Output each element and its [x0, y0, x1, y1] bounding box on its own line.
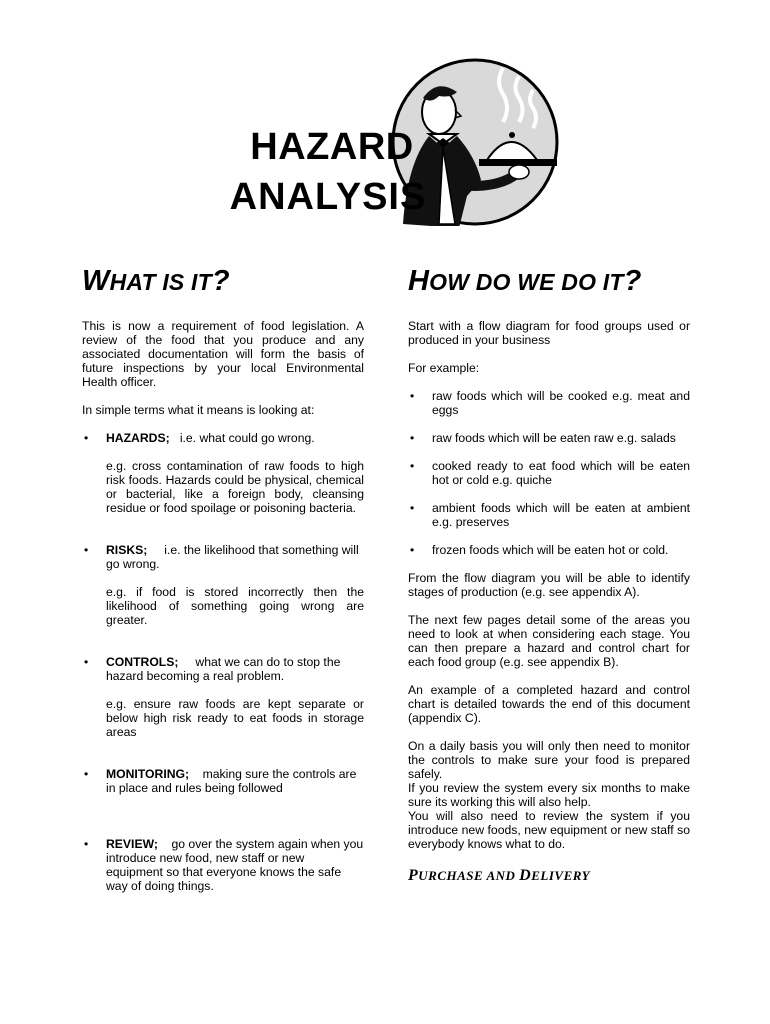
list-item: [408, 389, 690, 417]
bullet-icon: •: [410, 543, 415, 557]
item-term: CONTROLS;: [106, 655, 179, 669]
bullet-icon: •: [410, 501, 415, 515]
purchase-and-delivery-heading: [408, 869, 690, 883]
list-item-controls: [82, 655, 364, 683]
item-example: e.g. cross contamination of raw foods to high risk foods. Hazards could be physical, chemical or bacterial, like a foreign body, cleansing residue or food spoilage or poisoning bacteria.: [106, 459, 364, 515]
heading-initial: D: [519, 867, 532, 884]
item-example: e.g. if food is stored incorrectly then the likelihood of something going wrong are greater.: [106, 585, 364, 627]
item-description: what we can do to stop the hazard becoming a real problem.: [106, 655, 341, 683]
flow-diagram-paragraph: From the flow diagram you will be able to identify stages of production (e.g. see appendix A).: [408, 571, 690, 599]
title-line-2: ANALYSIS: [229, 176, 427, 218]
heading-question-mark: ?: [211, 265, 230, 297]
heading-rest: OW DO WE DO IT: [429, 269, 624, 295]
heading-initial: P: [408, 867, 419, 884]
list-item-text: raw foods which will be cooked e.g. meat and eggs: [432, 389, 690, 417]
next-pages-paragraph: The next few pages detail some of the areas you need to look at when considering each stage. You can then prepare a hazard and control chart for each food group (e.g. see appendix B).: [408, 613, 690, 669]
list-item-text: ambient foods which will be eaten at ambient e.g. preserves: [432, 501, 690, 529]
for-example-label: For example:: [408, 361, 480, 375]
review-six-months-paragraph: If you review the system every six months to make sure its working this will also help.: [408, 781, 690, 809]
bullet-icon: •: [84, 837, 89, 851]
intro-paragraph: Start with a flow diagram for food groups used or produced in your business: [408, 319, 690, 347]
bullet-icon: •: [84, 767, 89, 781]
item-description: i.e. what could go wrong.: [179, 431, 315, 445]
example-chart-paragraph: An example of a completed hazard and control chart is detailed towards the end of this document (appendix C).: [408, 683, 690, 725]
list-item-hazards: [82, 431, 364, 445]
bullet-icon: •: [84, 543, 89, 557]
heading-rest: ELIVERY: [531, 868, 591, 883]
bullet-icon: •: [84, 655, 89, 669]
item-example: e.g. ensure raw foods are kept separate or below high risk ready to eat foods in storage areas: [106, 697, 364, 739]
item-term: REVIEW;: [106, 837, 158, 851]
intro-paragraph: This is now a requirement of food legislation. A review of the food that you produce and any associated documentation will form the basis of future inspections by your local Environmental Health officer.: [82, 319, 364, 389]
heading-initial: W: [82, 265, 110, 297]
list-item: [408, 459, 690, 487]
daily-basis-paragraph: On a daily basis you will only then need to monitor the controls to make sure your food is prepared safely.: [408, 739, 690, 781]
bullet-icon: •: [84, 431, 89, 445]
title-line-1: HAZARD: [250, 126, 414, 168]
right-column: [408, 266, 690, 883]
item-term: MONITORING;: [106, 767, 190, 781]
heading-question-mark: ?: [623, 265, 642, 297]
what-is-it-heading: [82, 266, 364, 297]
list-item: [408, 501, 690, 529]
heading-rest: HAT IS IT: [109, 269, 212, 295]
review-new-items-paragraph: You will also need to review the system if you introduce new foods, new equipment or new staff so everybody knows what to do.: [408, 809, 690, 851]
bullet-icon: •: [410, 431, 415, 445]
list-item: [408, 431, 690, 445]
list-item: [408, 543, 690, 557]
list-item-risks: [82, 543, 364, 571]
item-description: making sure the controls are in place and rules being followed: [106, 767, 357, 795]
heading-rest: URCHASE AND: [418, 868, 520, 883]
list-item-text: frozen foods which will be eaten hot or cold.: [432, 543, 669, 557]
list-item-text: cooked ready to eat food which will be eaten hot or cold e.g. quiche: [432, 459, 690, 487]
bullet-icon: •: [410, 389, 415, 403]
left-column: [82, 266, 364, 893]
list-item-monitoring: [82, 767, 364, 795]
item-description: go over the system again when you introduce new food, new staff or new equipment so that everyone knows the safe way of doing things.: [106, 837, 364, 893]
item-term: HAZARDS;: [106, 431, 170, 445]
how-do-we-do-it-heading: [408, 266, 690, 297]
list-item-text: raw foods which will be eaten raw e.g. salads: [432, 431, 676, 445]
simple-terms-paragraph: In simple terms what it means is looking at:: [82, 403, 315, 417]
item-description: i.e. the likelihood that something will go wrong.: [106, 543, 359, 571]
list-item-review: [82, 837, 364, 893]
heading-initial: H: [408, 265, 430, 297]
item-term: RISKS;: [106, 543, 148, 557]
page-title: [188, 122, 468, 222]
bullet-icon: •: [410, 459, 415, 473]
